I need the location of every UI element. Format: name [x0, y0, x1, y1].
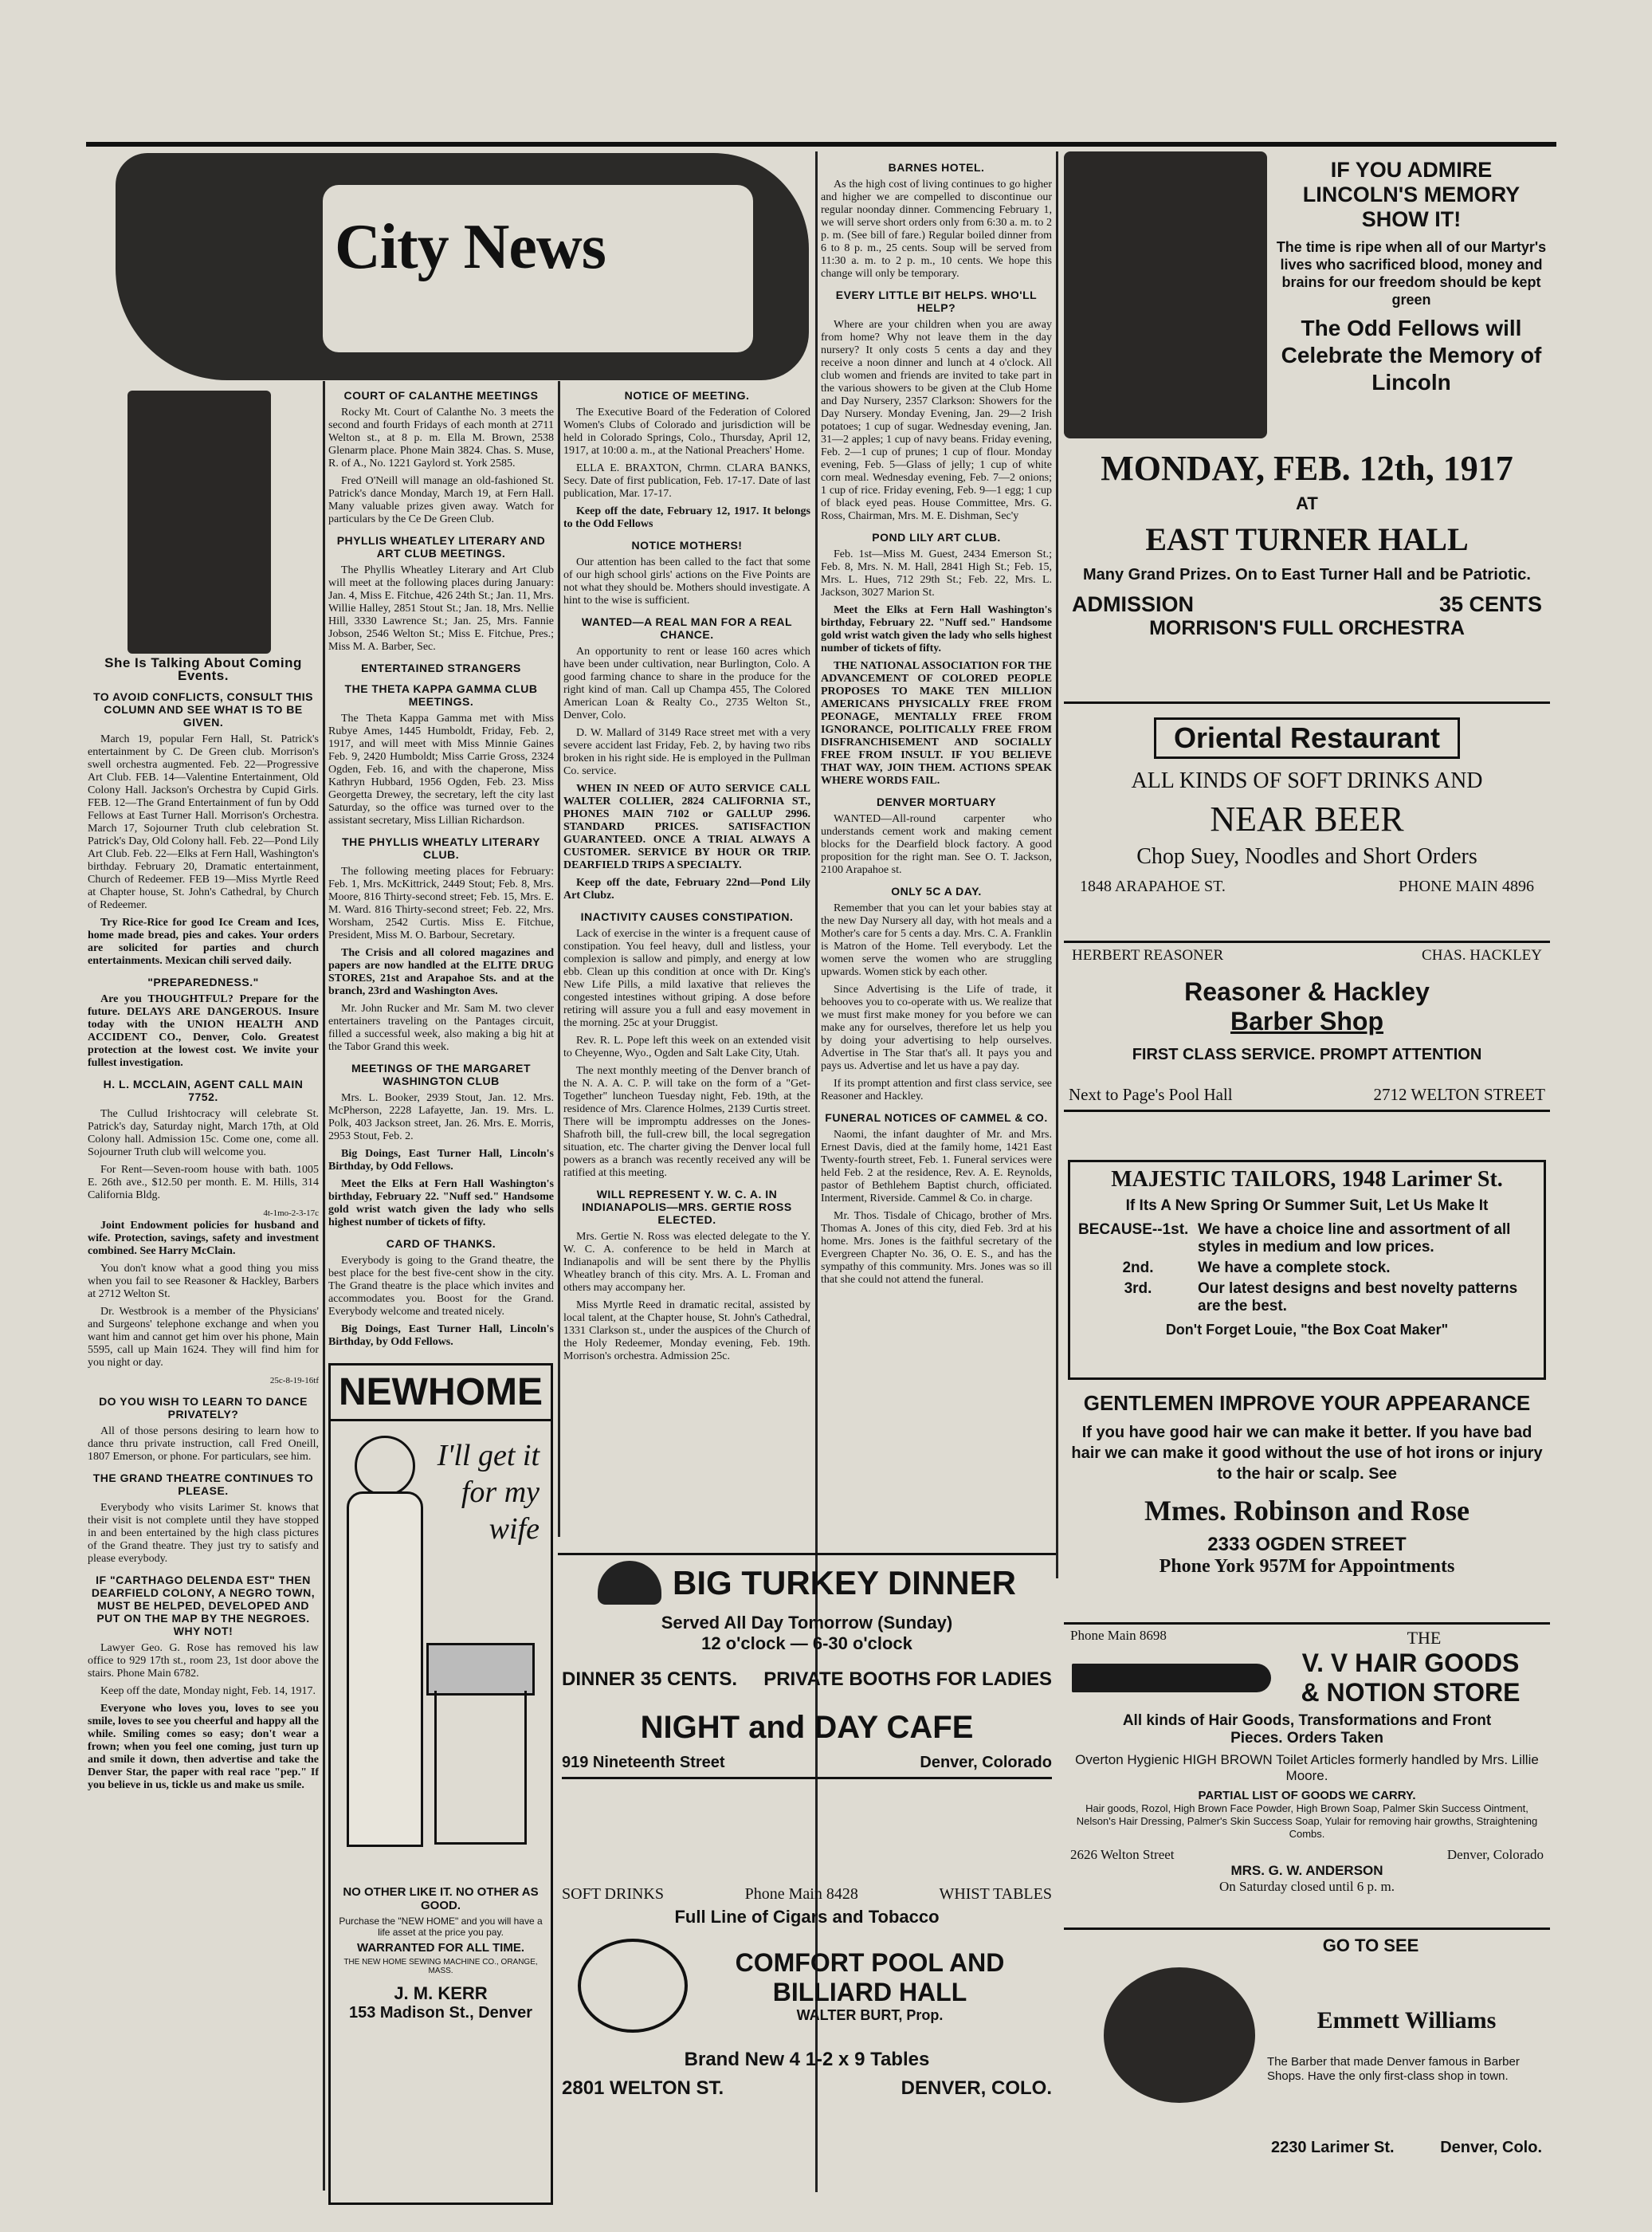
- vv-name-2: & NOTION STORE: [1301, 1678, 1521, 1707]
- turkey-hours: 12 o'clock — 6-30 o'clock: [701, 1633, 912, 1653]
- nursery-text: Remember that you can let your babies stay at the new Day Nursery all day, with hot meals and a Mother's care for 5 cents a day. Mrs. C. A. Franklin is Matron of the Home. Tell everybody. Let the women serve the women who are struggling upwards. Women stick by each other.: [821, 902, 1052, 978]
- prompt-attention-text: If its prompt attention and first class service, see Reasoner and Hackley.: [821, 1078, 1052, 1102]
- funeral-davis: Naomi, the infant daughter of Mr. and Mrs. Ernest Davis, died at the family home, 1421 East Twenty-fourth street, Feb. 1. Funeral services were held Feb. 2 at the residence, Rev. A. E. Reynolds, pastor of Bethlehem Baptist church, officiated. Interment, Riverside. Cammel & Co. in charge.: [821, 1129, 1052, 1204]
- lincoln-line-3: SHOW IT!: [1361, 207, 1462, 231]
- vv-hair-goods-ad: [1064, 1628, 1550, 1927]
- big-doings-notice-2: Big Doings, East Turner Hall, Lincoln's Birthday, by Odd Fellows.: [328, 1323, 554, 1348]
- funeral-heading: FUNERAL NOTICES OF CAMMEL & CO.: [825, 1111, 1048, 1124]
- margaret-text: Mrs. L. Booker, 2939 Stout, Jan. 12. Mrs. McPherson, 2228 Lafayette, Jan. 19. Mrs. L. Polk, 403 Jackson street, Jan. 26. Mrs. E. Morris, 2953 Stout, Feb. 2.: [328, 1092, 554, 1142]
- pond-lily-date: Keep off the date, February 22nd—Pond Lily Art Clubz.: [563, 877, 810, 902]
- vv-owner: MRS. G. W. ANDERSON: [1230, 1863, 1383, 1878]
- banner-title: City News: [335, 212, 606, 282]
- tailors-point-3: Our latest designs and best novelty patterns are the best.: [1198, 1280, 1518, 1314]
- turkey-served: Served All Day Tomorrow (Sunday): [661, 1613, 953, 1633]
- comfort-name-1: COMFORT POOL AND: [735, 1947, 1005, 1977]
- wanted-heading: WANTED—A REAL MAN FOR A REAL CHANCE.: [581, 615, 793, 641]
- ywca-text: Mrs. Gertie N. Ross was elected delegate to the Y. W. C. A. conference to be held in March at Indianapolis and will be sent there by the Phyllis Wheatley branch of this city. Mrs. A. L. Froman and others may accompany her.: [563, 1231, 810, 1294]
- vv-hair-goods: All kinds of Hair Goods, Transformations and Front Pieces. Orders Taken: [1122, 1712, 1492, 1747]
- gentlemen-ad: [1064, 1391, 1550, 1630]
- oriental-near-beer: NEAR BEER: [1210, 800, 1404, 839]
- portrait-caption: She Is Talking About Coming Events.: [104, 655, 302, 683]
- elks-notice: Meet the Elks at Fern Hall Washington's birthday, February 22. "Nuff sed." Handsome gold wrist watch given the lady who sells highest number of tickets of fifty.: [328, 1178, 554, 1228]
- oriental-chop-suey: Chop Suey, Noodles and Short Orders: [1136, 844, 1477, 869]
- vv-overton: Overton Hygienic HIGH BROWN Toilet Articles formerly handled by Mrs. Lillie Moore.: [1075, 1752, 1539, 1783]
- oriental-title: Oriental Restaurant: [1154, 717, 1460, 759]
- column-rule: [323, 381, 325, 2191]
- vv-address: 2626 Welton Street: [1070, 1847, 1175, 1862]
- vv-phone: Phone Main 8698: [1070, 1628, 1167, 1643]
- lincoln-line-2: LINCOLN'S MEMORY: [1302, 183, 1521, 206]
- gentlemen-shop: Mmes. Robinson and Rose: [1144, 1495, 1470, 1527]
- ad-rule: [1064, 1622, 1550, 1625]
- date-notice: Keep off the date, Monday night, Feb. 14, 1917.: [100, 1685, 316, 1697]
- grand-heading: THE GRAND THEATRE CONTINUES TO PLEASE.: [92, 1472, 314, 1497]
- lincoln-hall: EAST TURNER HALL: [1145, 521, 1469, 557]
- emmett-portrait: [1104, 1967, 1255, 2103]
- mothers-text: Our attention has been called to the fact that some of our high school girls' actions on the Five Points are not what they should be. Mothers should investigate. A hint to the wise is sufficient.: [563, 556, 810, 607]
- ice-cream-notice: Try Rice-Rice for good Ice Cream and Ices, home made bread, pies and cakes. Your orders are solicited for parties and church entertainments. Mexican chili served daily.: [88, 917, 319, 967]
- wanted-text: An opportunity to rent or lease 160 acres which have been under cultivation, near Burlington, Colo. A good farming chance to share in the produce for the right kind of man. Call up Champa 455, The Colored American Loan & Realty Co., 2735 Welton St., Denver, Colo.: [563, 646, 810, 721]
- comfort-name-2: BILLIARD HALL: [772, 1977, 967, 2006]
- odd-fellows-date: Keep off the date, February 12, 1917. It belongs to the Odd Fellows: [563, 505, 810, 530]
- lincoln-price: 35 CENTS: [1438, 592, 1542, 616]
- ad-rule: [1064, 701, 1550, 704]
- barber-owner-2: CHAS. HACKLEY: [1422, 947, 1542, 964]
- comfort-city: DENVER, COLO.: [901, 2077, 1052, 2099]
- new-home-dealer: J. M. KERR: [394, 1983, 488, 2003]
- gentlemen-text: If you have good hair we can make it better. If you have bad hair we can make it good without the use of hot irons or injury to the hair or scalp. See: [1071, 1424, 1543, 1483]
- tailors-point-3-label: 3rd.: [1124, 1280, 1152, 1297]
- turkey-city: Denver, Colorado: [920, 1754, 1052, 1771]
- tailors-point-2: We have a complete stock.: [1198, 1259, 1391, 1276]
- man-sewing-illustration: [331, 1547, 551, 1882]
- lincoln-martyr: The time is ripe when all of our Martyr's lives who sacrificed blood, money and brains for our freedom should be kept green: [1276, 239, 1547, 308]
- comfort-prop: WALTER BURT, Prop.: [796, 2006, 944, 2023]
- lincoln-prizes: Many Grand Prizes. On to East Turner Hall and be Patriotic.: [1083, 566, 1531, 584]
- lincoln-odd-fellows: The Odd Fellows will Celebrate the Memory of Lincoln: [1281, 316, 1542, 395]
- turkey-price: DINNER 35 CENTS.: [562, 1668, 738, 1690]
- mallard-notice: D. W. Mallard of 3149 Race street met with a very severe accident last Friday, Feb. 2, by having two ribs broken in his right side. He is employed in the Pullman Co. service.: [563, 727, 810, 777]
- emmett-city: Denver, Colo.: [1440, 2139, 1542, 2156]
- column-3: [563, 381, 810, 1549]
- comfort-whist: WHIST TABLES: [939, 1885, 1052, 1903]
- ad-rule: [1064, 941, 1550, 943]
- tailors-tagline: If Its A New Spring Or Summer Suit, Let Us Make It: [1125, 1197, 1489, 1214]
- gentlemen-address: 2333 OGDEN STREET: [1207, 1534, 1407, 1555]
- barber-address: 2712 WELTON STREET: [1373, 1085, 1545, 1104]
- funeral-tisdale: Mr. Thos. Tisdale of Chicago, brother of Mrs. Thomas A. Jones of this city, died Feb. 3rd at his home. Mrs. Jones is the faithful secretary of the Evergreen Chapter No. 36, O. E. S., and has the sympathy of this community. Mrs. Jones was so ill that she could not attend the funeral.: [821, 1210, 1052, 1286]
- dance-notice: Fred O'Neill will manage an old-fashioned St. Patrick's dance Monday, March 19, at Fern Hall. Many valuable prizes given away. Watch for particulars by the Ce De Green Club.: [328, 475, 554, 525]
- turkey-dinner-ad: [562, 1561, 1052, 1880]
- column-rule: [1056, 151, 1058, 1578]
- wheatly-club-text: The following meeting places for February: Feb. 1, Mrs. McKittrick, 2449 Stout; Feb. 8, Mrs. Moore, 816 Thirty-second street; Feb. 15, Mrs. E. M. Ward. 816 Thirty-second street; Feb. 22, Mrs. Worsham, 2542 Curtis. Miss E. Fitchue, President, Miss M. O. Barbour, Secretary.: [328, 866, 554, 941]
- dance-text: All of those persons desiring to learn how to dance thru private instruction, call Fred Oneill, 1807 Emerson, or phone. For particulars, see him.: [88, 1425, 319, 1463]
- rent-notice: For Rent—Seven-room house with bath. 1005 E. 26th ave., $12.50 per month. E. M. Hills, 314 California Bldg.: [88, 1164, 319, 1201]
- wheatley-heading: PHYLLIS WHEATLEY LITERARY AND ART CLUB MEETINGS.: [336, 534, 546, 560]
- barber-name: Reasoner & Hackley: [1184, 977, 1430, 1006]
- naacp-proposal: THE NATIONAL ASSOCIATION FOR THE ADVANCEMENT OF COLORED PEOPLE PROPOSES TO MAKE TEN MILLION AMERICANS PHYSICALLY FREE FROM PEONAGE, MENTALLY FREE FROM IGNORANCE, POLITICALLY FREE FROM DISFRANCHISEMENT AND SOCIALLY FREE FROM INSULT. IF YOU BELIEVE THAT WAY, JOIN THEM. ACTIONS SPEAK WHERE WORDS FAIL.: [821, 660, 1052, 787]
- irishtocracy-notice: The Cullud Irishtocracy will celebrate St. Patrick's day, Saturday night, March 17th, at Old Colony hall. Admission 15c. Come one, come all. Sojourner Truth club will welcome you.: [88, 1108, 319, 1158]
- comfort-tables: Brand New 4 1-2 x 9 Tables: [684, 2049, 930, 2070]
- barber-service: FIRST CLASS SERVICE. PROMPT ATTENTION: [1132, 1046, 1482, 1063]
- emmett-go-to-see: GO TO SEE: [1322, 1935, 1419, 1955]
- strangers-heading: ENTERTAINED STRANGERS: [361, 662, 521, 674]
- new-home-copy: NO OTHER LIKE IT. NO OTHER AS GOOD.: [343, 1885, 539, 1912]
- theta-heading: THE THETA KAPPA GAMMA CLUB MEETINGS.: [344, 682, 538, 708]
- lincoln-date: MONDAY, FEB. 12th, 1917: [1101, 449, 1513, 488]
- margaret-heading: MEETINGS OF THE MARGARET WASHINGTON CLUB: [351, 1062, 532, 1087]
- vv-list: Hair goods, Rozol, High Brown Face Powder, High Brown Soap, Palmer Skin Success Ointment, Nelson's Hair Dressing, Palmer's Skin Success Soap, Yulair for removing hair growths, Straightening Combs.: [1076, 1802, 1538, 1840]
- wheatly-club-heading: THE PHYLLIS WHEATLY LITERARY CLUB.: [342, 835, 540, 861]
- lincoln-admission: ADMISSION: [1072, 592, 1195, 616]
- new-home-warranty: WARRANTED FOR ALL TIME.: [357, 1941, 524, 1955]
- mortuary-heading: DENVER MORTUARY: [876, 796, 997, 808]
- new-home-small: Purchase the "NEW HOME" and you will have a life asset at the price you pay.: [339, 1916, 543, 1938]
- column-1: [88, 383, 319, 2192]
- theta-text: The Theta Kappa Gamma met with Miss Rubye Ames, 1445 Humboldt, Friday, Feb. 2, 1917, and will meet with Miss Minnie Gaines Feb. 9, 2420 Humboldt; Miss Carrie Gross, 2324 Ogden, Feb. 16, and with the chaperone, Miss Kathryn Hubbard, 1956 Ogden, Feb. 23. Miss Georgetta Drewey, the secretary, left the city last Saturday, so the office was turned over to the assistant secretary, Miss Lillian Richardson.: [328, 713, 554, 827]
- lincoln-portrait: [1064, 151, 1267, 438]
- turkey-address: 919 Nineteenth Street: [562, 1754, 725, 1771]
- doctor-notice: Dr. Westbrook is a member of the Physicians' and Surgeons' telephone exchange and when you want him and cannot get him over his phone, Main 5595, call up Main 1624. They will find him for you night or day.: [88, 1306, 319, 1369]
- constipation-heading: INACTIVITY CAUSES CONSTIPATION.: [580, 910, 794, 923]
- carpenter-wanted: WANTED—All-round carpenter who understands cement work and making cement blocks for the Dearfield block factory. A good proposition for the right man. See O. T. Jackson, 2100 Arapahoe st.: [821, 813, 1052, 876]
- tailors-louie: Don't Forget Louie, "the Box Coat Maker": [1165, 1322, 1449, 1338]
- comfort-soft-drinks: SOFT DRINKS: [562, 1885, 664, 1903]
- vv-list-heading: PARTIAL LIST OF GOODS WE CARRY.: [1198, 1789, 1416, 1802]
- barber-shop-title: Barber Shop: [1230, 1007, 1384, 1035]
- comb-icon: [1072, 1664, 1271, 1692]
- pope-notice: Rev. R. L. Pope left this week on an extended visit to Cheyenne, Wyo., Ogden and Salt Lake City, Utah.: [563, 1035, 810, 1059]
- barber-notice: You don't know what a good thing you miss when you fail to see Reasoner & Hackley, Barbers at 2712 Welton St.: [88, 1263, 319, 1300]
- vv-the: THE: [1407, 1628, 1442, 1648]
- comfort-cigars: Full Line of Cigars and Tobacco: [674, 1907, 940, 1927]
- events-list: March 19, popular Fern Hall, St. Patrick's entertainment by C. De Green club. Morrison's swell orchestra augmented. Feb. 22—Progressive Art Club. FEB. 14—Valentine Entertainment, Old Colony Hall. Jackson's Orchestra by Cupid Girls. FEB. 12—The Grand Entertainment of fun by Odd Fellows at East Turner Hall. Morrison's Orchestra. March 17, Sojourner Truth club celebration St. Patrick's Day, Old Colony hall. Feb. 22—Pond Lily Art Club. Feb. 22—Elks at Fern Hall, Washington's birthday. February 20, Dramatic entertainment, Church of Redeemer. FEB 19—Miss Myrtle Reed at Chapter house, St. John's Cathedral, by Church of Redeemer.: [88, 733, 319, 911]
- comfort-phone: Phone Main 8428: [744, 1885, 858, 1903]
- emmett-name: Emmett Williams: [1316, 2007, 1497, 2034]
- advertising-text: Since Advertising is the Life of trade, it behooves you to co-operate with us. We realize that we must first make money for you before we can make any for ourselves, therefore let us help you by doing your advertising to help ourselves. Advertise in The Star that's all. It pays you and pays us. Advertise and let us have a pay day.: [821, 984, 1052, 1072]
- tailors-point-1: We have a choice line and assortment of all styles in medium and low prices.: [1198, 1221, 1511, 1256]
- pond-lily-heading: POND LILY ART CLUB.: [872, 531, 1001, 544]
- oriental-address: 1848 ARAPAHOE ST.: [1080, 878, 1226, 895]
- calanthe-heading: COURT OF CALANTHE MEETINGS: [343, 389, 539, 402]
- comfort-pool-ad: [562, 1885, 1052, 2196]
- lincoln-ad: [1064, 151, 1550, 709]
- turkey-cafe-name: NIGHT and DAY CAFE: [640, 1710, 974, 1745]
- lincoln-line-1: IF YOU ADMIRE: [1330, 158, 1493, 182]
- tailors-point-1-label: BECAUSE--1st.: [1078, 1221, 1189, 1238]
- elks-notice-2: Meet the Elks at Fern Hall Washington's birthday, February 22. "Nuff sed." Handsome gold wrist watch given the lady who sells highest number of tickets of fifty.: [821, 604, 1052, 654]
- vv-city: Denver, Colorado: [1446, 1847, 1544, 1862]
- meeting-heading: NOTICE OF MEETING.: [624, 389, 750, 402]
- smile-notice: Everyone who loves you, loves to see you smile, loves to see you cheerful and happy all the while. Smiling comes so easy; don't wear a frown; when you feel one coming, just turn up and smile it down, then advertise and take the Denver Star, the paper with real race "pep." If you believe in us, tickle us and make us smile.: [88, 1703, 319, 1791]
- rucker-notice: Mr. John Rucker and Mr. Sam M. two clever entertainers traveling on the Pantages circuit, filled a successful week, also making a big hit at the Tabor Grand this week.: [328, 1003, 554, 1053]
- oriental-ad: [1064, 709, 1550, 925]
- ad-rule: [558, 1553, 1056, 1555]
- naacp-notice: The next monthly meeting of the Denver branch of the N. A. A. C. P. will take on the form of a "Get-Together" luncheon Tuesday night, Feb. 19th, at the residence of Mrs. Clarence Holmes, 2139 Curtis street. There will be impromptu addresses on the Jones-Shafroth bill, the full-crew bill, the local segregation situation, etc. The charter giving the Denver local full powers as a branch was recently received any will be ratified at this meeting.: [563, 1065, 810, 1179]
- grand-text: Everybody who visits Larimer St. knows that their visit is not complete until they have stopped in and been entertained by the high class pictures of the Grand theatre. They just try to satisfy and please everybody.: [88, 1502, 319, 1565]
- new-home-title: NEWHOME: [331, 1366, 551, 1421]
- thanks-heading: CARD OF THANKS.: [386, 1237, 496, 1250]
- ad-rule: [1064, 1927, 1550, 1930]
- lincoln-orchestra: MORRISON'S FULL ORCHESTRA: [1149, 617, 1465, 639]
- column-rule: [558, 381, 560, 1537]
- turkey-title: BIG TURKEY DINNER: [673, 1563, 1016, 1601]
- gentlemen-title: GENTLEMEN IMPROVE YOUR APPEARANCE: [1083, 1391, 1531, 1415]
- five-cents-heading: ONLY 5C A DAY.: [891, 885, 982, 898]
- barber-location: Next to Page's Pool Hall: [1069, 1085, 1233, 1104]
- rent-code: 4t-1mo-2-3-17c: [263, 1208, 319, 1218]
- wheatley-text: The Phyllis Wheatley Literary and Art Club will meet at the following places during January: Jan. 4, Miss E. Fitchue, 426 24th St.; Jan. 11, Mrs. Willie Halley, 2851 Stout St.; Jan. 18, Mrs. Nellie Hill, 3330 Lawrence St.; Jan. 25, Mrs. Fannie Jobson, 2546 Welton St.; Miss E. Fitchue, Pres.; Miss M. A. Barber, Sec.: [328, 564, 554, 653]
- oriental-phone: PHONE MAIN 4896: [1399, 878, 1534, 895]
- woman-portrait: [128, 391, 271, 654]
- pond-lily-text: Feb. 1st—Miss M. Guest, 2434 Emerson St.; Feb. 8, Mrs. N. M. Hall, 2841 High St.; Feb. 15, Mrs. L. Hues, 712 29th St.; Feb. 22, Mrs. L. Jackson, 3027 Marion St.: [821, 548, 1052, 599]
- tailors-title: MAJESTIC TAILORS, 1948 Larimer St.: [1111, 1167, 1503, 1192]
- crisis-notice: The Crisis and all colored magazines and papers are now handled at the ELITE DRUG STORES, 21st and Arapahoe Sts. and at the branch, 23rd and Washington Aves.: [328, 947, 554, 997]
- vv-hours: On Saturday closed until 6 p. m.: [1218, 1879, 1395, 1894]
- endowment-notice: Joint Endowment policies for husband and wife. Protection, savings, safety and investment combined. See Harry McClain.: [88, 1220, 319, 1257]
- new-home-ad: [328, 1363, 553, 2205]
- billiard-emblem-icon: [578, 1939, 688, 2033]
- little-bit-heading: EVERY LITTLE BIT HELPS. WHO'LL HELP?: [835, 289, 1038, 314]
- preparedness-signature: H. L. MCCLAIN, AGENT CALL MAIN 7752.: [103, 1078, 304, 1103]
- little-bit-text: Where are your children when you are away from home? Why not leave them in the day nursery? It only costs 5 cents a day and they receive a noon dinner and lunch at 4 o'clock. All club women and friends are invited to take part in the various showers to be given at the Club Home and Day Nursery, 2357 Clarkson: Showers for the Day Nursery. Monday Evening, Jan. 29—2 Irish potatoes; 1 cup of sugar. Wednesday evening, Jan. 31—2 apples; 1 cup of navy beans. Friday evening, Feb. 2—1 cup of prunes; 1 cup of flour. Monday evening, Feb. 5—Glass of jelly; 1 cup of white corn meal. Wednesday evening, Feb. 7—2 onions; 1 cup of rice. Friday evening, Feb. 9—1 egg; 1 cup of black eyed peas. House Committee, Mrs. G. Ross, Chairman, Mrs. M. E. Dishman, Sec'y: [821, 319, 1052, 522]
- new-home-maker: THE NEW HOME SEWING MACHINE CO., ORANGE, MASS.: [343, 1958, 538, 1975]
- preparedness-text: Are you THOUGHTFUL? Prepare for the future. DELAYS ARE DANGEROUS. Insure today with the UNION HEALTH AND ACCIDENT CO., Denver, Colo. Greatest protection at the lowest cost. We invite your fullest investigation.: [88, 993, 319, 1069]
- oriental-drinks: ALL KINDS OF SOFT DRINKS AND: [1131, 768, 1483, 793]
- ywca-heading: WILL REPRESENT Y. W. C. A. IN INDIANAPOLIS—MRS. GERTIE ROSS ELECTED.: [582, 1188, 792, 1226]
- turkey-booths: PRIVATE BOOTHS FOR LADIES: [763, 1668, 1052, 1690]
- doctor-code: 25c-8-19-16tf: [269, 1376, 319, 1385]
- dance-heading: DO YOU WISH TO LEARN TO DANCE PRIVATELY?: [99, 1395, 308, 1421]
- barber-shop-ad: [1064, 947, 1550, 1138]
- emmett-description: The Barber that made Denver famous in Barber Shops. Have the only first-class shop in town.: [1267, 2055, 1520, 2083]
- barber-owner-1: HERBERT REASONER: [1072, 947, 1224, 964]
- majestic-tailors-ad: [1068, 1160, 1546, 1380]
- emmett-williams-ad: [1064, 1935, 1550, 2191]
- auto-service-notice: WHEN IN NEED OF AUTO SERVICE CALL WALTER COLLIER, 2824 CALIFORNIA ST., PHONES MAIN 7102 or GALLUP 2996. STANDARD PRICES. SATISFACTION GUARANTEED. ONCE A TRIAL ALWAYS A CUSTOMER. SERVICE BY HOUR OR TRIP. DEARFIELD TRIPS A SPECIALTY.: [563, 783, 810, 871]
- big-doings-notice: Big Doings, East Turner Hall, Lincoln's Birthday, by Odd Fellows.: [328, 1148, 554, 1173]
- column-4: [821, 153, 1052, 1548]
- comfort-address: 2801 WELTON ST.: [562, 2077, 724, 2099]
- lincoln-at: AT: [1296, 493, 1318, 513]
- meeting-text: The Executive Board of the Federation of Colored Women's Clubs of Colorado and jurisdiction will be held in Colorado Springs, Colo., Thursday, April 12, 1917, at 10:00 a. m., at the National Preachers' Home.: [563, 407, 810, 457]
- turkey-icon: [598, 1561, 661, 1605]
- preparedness-heading: "PREPAREDNESS.": [147, 976, 259, 988]
- calanthe-text: Rocky Mt. Court of Calanthe No. 3 meets the second and fourth Fridays of each month at 2711 Welton st., at 8 p. m. Ella M. Brown, 2538 Glenarm place. Phone Main 3824. Chas. S. Muse, R. of A., No. 1221 Gaylord st. York 2585.: [328, 407, 554, 470]
- lawyer-notice: Lawyer Geo. G. Rose has removed his law office to 929 17th st., room 23, 1st door above the stairs. Phone Main 6782.: [88, 1642, 319, 1680]
- new-home-slogan: I'll get it for my wife: [437, 1439, 540, 1546]
- meeting-officers: ELLA E. BRAXTON, Chrmn. CLARA BANKS, Secy. Date of first publication, Feb. 17-17. Date of last publication, Mar. 17-17.: [563, 462, 810, 500]
- myrtle-reed-notice: Miss Myrtle Reed in dramatic recital, assisted by local talent, at the Chapter house, St. John's Cathedral, 1331 Clarkson st., under the auspices of the Church of the Holy Redeemer, Monday evening, Feb. 19th. Morrison's orchestra. Admission 25c.: [563, 1299, 810, 1362]
- carthago-heading: IF "CARTHAGO DELENDA EST" THEN DEARFIELD COLONY, A NEGRO TOWN, MUST BE HELPED, DEVELOPED AND PUT ON THE MAP BY THE NEGROES. WHY NOT!: [91, 1574, 316, 1637]
- new-home-address: 153 Madison St., Denver: [348, 2004, 533, 2022]
- vv-name-1: V. V HAIR GOODS: [1301, 1648, 1520, 1677]
- constipation-text: Lack of exercise in the winter is a frequent cause of constipation. You feel heavy, dull and listless, your complexion is sallow and pimply, and energy at low ebb. Clean up this condition at once with Dr. King's New Life Pills, a mild laxative that relieves the congested intestines without griping. A dose before retiring will assure you a full and easy movement in the morning. 25c at your Druggist.: [563, 928, 810, 1029]
- gentlemen-phone: Phone York 957M for Appointments: [1159, 1556, 1455, 1577]
- mothers-heading: NOTICE MOTHERS!: [631, 539, 743, 552]
- barnes-text: As the high cost of living continues to go higher and higher we are compelled to discontinue our regular noonday dinner. Commencing February 1, we will serve short orders only from 6:30 a. m. to 2 p. m. (See bill of fare.) Regular boiled dinner from 6 to 8 p. m., 25 cents. Soup will be served from 11:30 a. m. to 2 p. m., 10 cents. We hope this change will only be temporary.: [821, 179, 1052, 280]
- top-rule: [86, 142, 1556, 147]
- tailors-point-2-label: 2nd.: [1122, 1259, 1154, 1276]
- column-2: [328, 381, 554, 1355]
- barnes-heading: BARNES HOTEL.: [888, 161, 985, 174]
- emmett-address: 2230 Larimer St.: [1271, 2139, 1395, 2156]
- events-heading: TO AVOID CONFLICTS, CONSULT THIS COLUMN AND SEE WHAT IS TO BE GIVEN.: [92, 690, 314, 729]
- thanks-text: Everybody is going to the Grand theatre, the best place for the best five-cent show in the city. The Grand theatre is the place which invites and accommodates you. Boost for the Grand. Everybody welcome and treated nicely.: [328, 1255, 554, 1318]
